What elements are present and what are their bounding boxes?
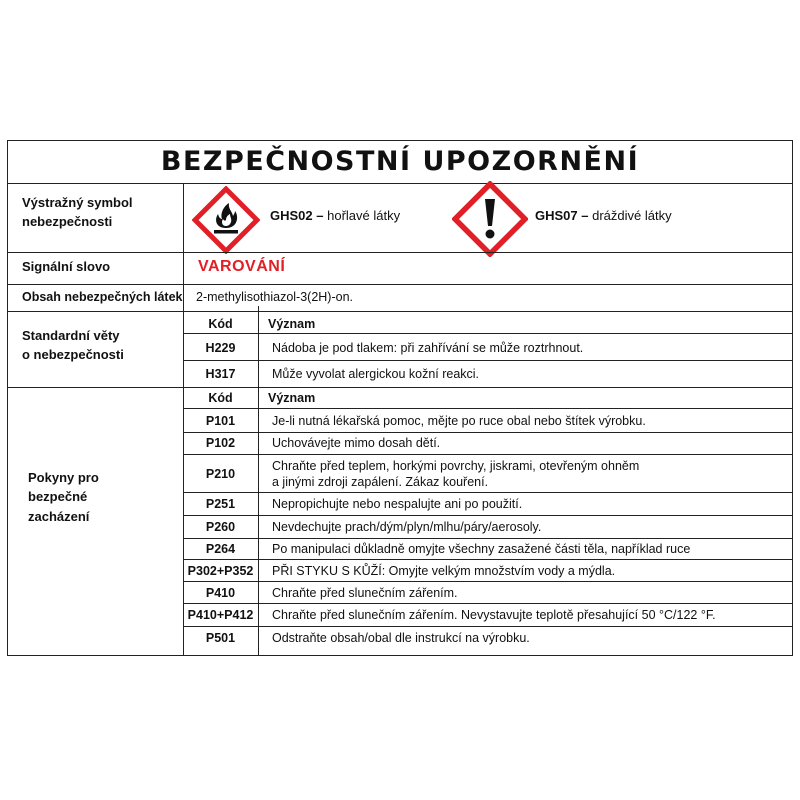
- p-table-row-text: Nepropichujte nebo nespalujte ani po použití.: [272, 497, 523, 511]
- signal-word-label: Signální slovo: [22, 259, 111, 274]
- exclamation-icon: [452, 181, 528, 257]
- row-divider: [8, 387, 792, 388]
- hazard-statements-label-line1: Standardní věty: [22, 328, 120, 343]
- p-table-row-code: P302+P352: [187, 564, 254, 578]
- row-divider: [8, 284, 792, 285]
- p-table-row-code: P210: [205, 467, 236, 481]
- p-table-row-divider: [183, 581, 792, 582]
- p-table-header-meaning: Význam: [268, 391, 316, 405]
- warning-symbol-label-line1: Výstražný symbol: [22, 195, 133, 210]
- warning-symbol-label-line2: nebezpečnosti: [22, 214, 113, 229]
- row-divider: [8, 252, 792, 253]
- p-table-row-divider: [183, 603, 792, 604]
- ghs07-caption: [535, 208, 672, 223]
- p-table-row-divider: [183, 454, 792, 455]
- p-table-row-code: P410: [205, 586, 236, 600]
- p-table-row-divider: [183, 626, 792, 627]
- p-table-row-code: P410+P412: [187, 608, 254, 622]
- ghs02-caption: [270, 208, 400, 223]
- ghs02-separator: –: [312, 208, 328, 223]
- h-table-header-divider: [183, 333, 792, 334]
- p-table-row-divider: [183, 538, 792, 539]
- ghs07-separator: –: [577, 208, 593, 223]
- flame-icon: [192, 186, 260, 254]
- p-table-row-text: Chraňte před slunečním zářením. Nevystavujte teplotě přesahující 50 °C/122 °F.: [272, 608, 716, 622]
- ghs07-code: GHS07: [535, 208, 578, 223]
- p-table-row-text: Chraňte před teplem, horkými povrchy, jiskrami, otevřeným ohněm: [272, 459, 640, 473]
- hazardous-substances-value: 2-methylisothiazol-3(2H)-on.: [196, 290, 354, 304]
- ghs02-description: hořlavé látky: [327, 208, 401, 223]
- p-table-header-code: Kód: [208, 391, 233, 405]
- p-table-code-divider: [258, 387, 259, 655]
- p-table-row-text: Chraňte před slunečním zářením.: [272, 586, 458, 600]
- p-table-row-divider: [183, 559, 792, 560]
- h-table-code-divider: [258, 306, 259, 394]
- p-table-row-text: Je-li nutná lékařská pomoc, mějte po ruce obal nebo štítek výrobku.: [272, 414, 646, 428]
- precautionary-label-line1: Pokyny pro: [28, 470, 99, 485]
- hazardous-substances-label: Obsah nebezpečných látek: [22, 290, 183, 304]
- hazard-statements-label-line2: o nebezpečnosti: [22, 347, 124, 362]
- precautionary-label-line2: bezpečné: [28, 489, 88, 504]
- row-divider: [8, 311, 792, 312]
- p-table-row-code: P501: [205, 631, 236, 645]
- safety-label: [7, 140, 793, 656]
- signal-word-value: VAROVÁNÍ: [198, 258, 286, 275]
- p-table-header-divider: [183, 408, 792, 409]
- p-table-row-divider: [183, 515, 792, 516]
- h-table-header-code: Kód: [208, 317, 233, 331]
- ghs07-description: dráždivé látky: [592, 208, 672, 223]
- h-table-header-meaning: Význam: [268, 317, 316, 331]
- p-table-row-text: Nevdechujte prach/dým/plyn/mlhu/páry/aerosoly.: [272, 520, 542, 534]
- p-table-row-code: P260: [205, 520, 236, 534]
- h-table-row-divider: [183, 360, 792, 361]
- p-table-row-code: P264: [205, 542, 236, 556]
- label-title: BEZPEČNOSTNÍ UPOZORNĚNÍ: [8, 141, 792, 184]
- p-table-row-divider: [183, 432, 792, 433]
- p-table-row-divider: [183, 492, 792, 493]
- precautionary-label-line3: zacházení: [28, 509, 90, 524]
- p-table-row-code: P251: [205, 497, 236, 511]
- p-table-row-text: PŘI STYKU S KŮŽÍ: Omyjte velkým množstvím vody a mýdla.: [272, 564, 616, 578]
- p-table-row-text: Odstraňte obsah/obal dle instrukcí na výrobku.: [272, 631, 530, 645]
- h-table-row-text: Může vyvolat alergickou kožní reakci.: [272, 367, 480, 381]
- ghs02-code: GHS02: [270, 208, 313, 223]
- h-table-row-code: H317: [205, 367, 236, 381]
- p-table-row-text: Uchovávejte mimo dosah dětí.: [272, 436, 441, 450]
- p-table-row-code: P102: [205, 436, 236, 450]
- h-table-row-code: H229: [205, 341, 236, 355]
- h-table-row-text: Nádoba je pod tlakem: při zahřívání se může roztrhnout.: [272, 341, 584, 355]
- p-table-row-text: Po manipulaci důkladně omyjte všechny zasažené části těla, například ruce: [272, 542, 691, 556]
- p-table-row-code: P101: [205, 414, 236, 428]
- p-table-row-text-line2: a jinými zdroji zapálení. Zákaz kouření.: [272, 475, 489, 489]
